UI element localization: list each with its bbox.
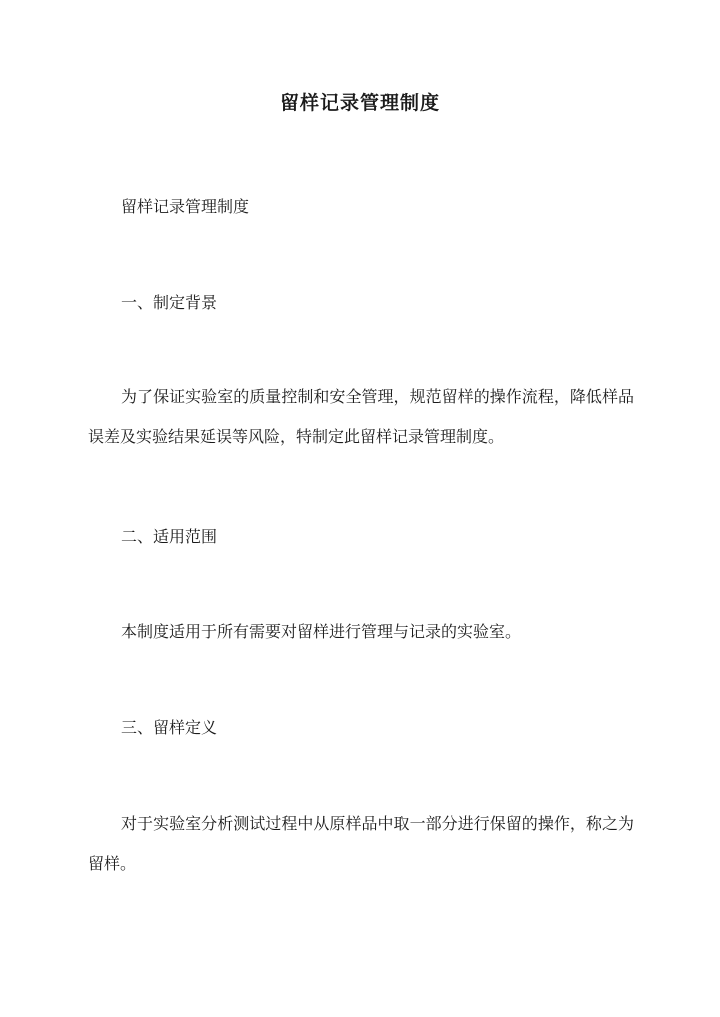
section-body-background: 为了保证实验室的质量控制和安全管理，规范留样的操作流程，降低样品误差及实验结果延误等风险，特制定此留样记录管理制度。 <box>88 387 634 446</box>
section-body-definition: 对于实验室分析测试过程中从原样品中取一部分进行保留的操作，称之为留样。 <box>88 814 634 873</box>
section-heading-definition: 三、留样定义 <box>121 718 218 737</box>
section-body-scope: 本制度适用于所有需要对留样进行管理与记录的实验室。 <box>121 622 522 641</box>
document-subtitle: 留样记录管理制度 <box>121 197 250 216</box>
section-heading-background: 一、制定背景 <box>121 293 218 312</box>
section-heading-scope: 二、适用范围 <box>121 527 218 546</box>
document-title: 留样记录管理制度 <box>279 92 440 114</box>
